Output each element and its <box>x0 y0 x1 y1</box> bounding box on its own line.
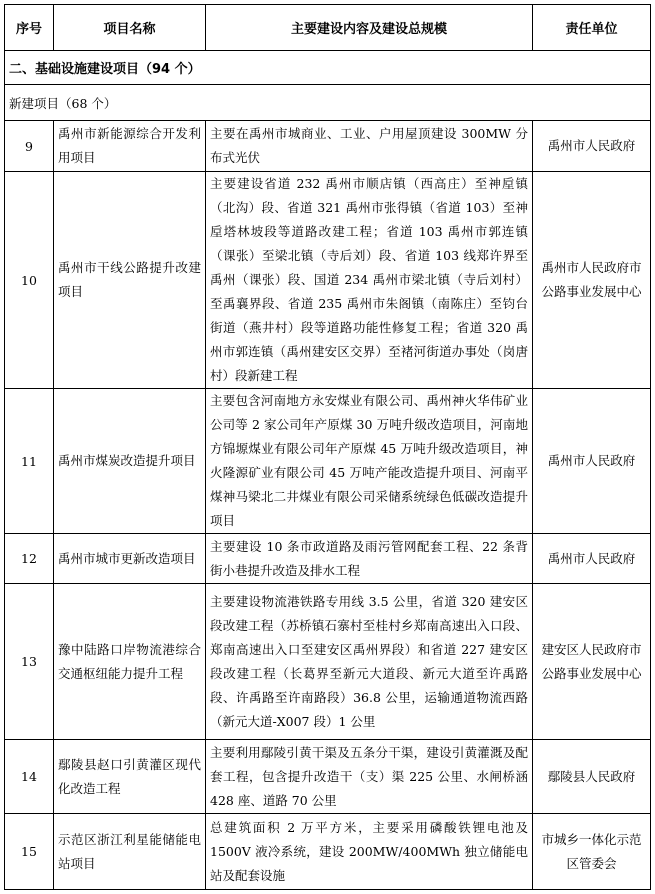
row-responsible: 禹州市人民政府市公路事业发展中心 <box>533 172 651 389</box>
header-name: 项目名称 <box>54 5 206 51</box>
row-index: 10 <box>5 172 54 389</box>
row-name: 禹州市干线公路提升改建项目 <box>54 172 206 389</box>
row-content: 主要包含河南地方永安煤业有限公司、禹州神火华伟矿业公司等 2 家公司年产原煤 30 万吨升级改造项目，河南地方锦塬煤业有限公司年产原煤 45 万吨升级改造项目，神火隆源矿业有限公司 45 万吨产能改造提升项目、河南平煤神马梁北二井煤业有限公司采储系统绿色低碳改造提升项目 <box>206 389 533 534</box>
row-content: 主要利用鄢陵引黄干渠及五条分干渠，建设引黄灌溉及配套工程，包含提升改造干（支）渠 225 公里、水闸桥涵 428 座、道路 70 公里 <box>206 740 533 814</box>
row-name: 鄢陵县赵口引黄灌区现代化改造工程 <box>54 740 206 814</box>
row-content: 主要建设物流港铁路专用线 3.5 公里，省道 320 建安区段改建工程（苏桥镇石寨村至桂村乡郑南高速出入口段、郑南高速出入口至建安区禹州界段）和省道 227 建安区段改建工程（长葛界至新元大道段、新元大道至许禹路段、许禹路至许南路段）36.8 公里，运输通道物流西路（新元大道-X007 段）1 公里 <box>206 584 533 740</box>
row-index: 14 <box>5 740 54 814</box>
table-row <box>5 534 651 584</box>
row-name: 禹州市煤炭改造提升项目 <box>54 389 206 534</box>
row-index: 13 <box>5 584 54 740</box>
subsection-row <box>5 85 651 121</box>
row-content: 主要建设 10 条市政道路及雨污管网配套工程、22 条背街小巷提升改造及排水工程 <box>206 534 533 584</box>
project-table <box>4 4 651 890</box>
table-row <box>5 740 651 814</box>
header-responsible: 责任单位 <box>533 5 651 51</box>
row-responsible: 禹州市人民政府 <box>533 389 651 534</box>
table-row <box>5 121 651 172</box>
table-row <box>5 172 651 389</box>
row-content: 总建筑面积 2 万平方米，主要采用磷酸铁锂电池及 1500V 液冷系统，建设 200MW/400MWh 独立储能电站及配套设施 <box>206 814 533 890</box>
header-index: 序号 <box>5 5 54 51</box>
row-index: 15 <box>5 814 54 890</box>
row-responsible: 禹州市人民政府 <box>533 121 651 172</box>
table-row <box>5 389 651 534</box>
row-name: 示范区浙江利星能储能电站项目 <box>54 814 206 890</box>
header-content: 主要建设内容及建设总规模 <box>206 5 533 51</box>
row-content: 主要在禹州市城商业、工业、户用屋顶建设 300MW 分布式光伏 <box>206 121 533 172</box>
table-row <box>5 814 651 890</box>
row-name: 禹州市新能源综合开发利用项目 <box>54 121 206 172</box>
row-name: 豫中陆路口岸物流港综合交通枢纽能力提升工程 <box>54 584 206 740</box>
table-row <box>5 584 651 740</box>
table-header-row <box>5 5 651 51</box>
row-index: 12 <box>5 534 54 584</box>
section-row <box>5 51 651 85</box>
section-title: 二、基础设施建设项目（94 个） <box>5 51 651 85</box>
row-index: 9 <box>5 121 54 172</box>
subsection-title: 新建项目（68 个） <box>5 85 651 121</box>
row-responsible: 鄢陵县人民政府 <box>533 740 651 814</box>
row-responsible: 建安区人民政府市公路事业发展中心 <box>533 584 651 740</box>
row-index: 11 <box>5 389 54 534</box>
row-content: 主要建设省道 232 禹州市顺店镇（西高庄）至神垕镇（北沟）段、省道 321 禹州市张得镇（省道 103）至神垕塔林坡段等道路改建工程；省道 103 禹州市郭连镇（课张）至梁北镇（寺后刘）段、省道 103 线郑许界至禹州（课张）段、国道 234 禹州市梁北镇（寺后刘村）至禹襄界段、省道 235 禹州市朱阁镇（南陈庄）至钧台街道（燕井村）段等道路功能性修复工程；省道 320 禹州市郭连镇（禹州建安区交界）至褚河街道办事处（岗唐村）段新建工程 <box>206 172 533 389</box>
row-responsible: 禹州市人民政府 <box>533 534 651 584</box>
row-name: 禹州市城市更新改造项目 <box>54 534 206 584</box>
row-responsible: 市城乡一体化示范区管委会 <box>533 814 651 890</box>
